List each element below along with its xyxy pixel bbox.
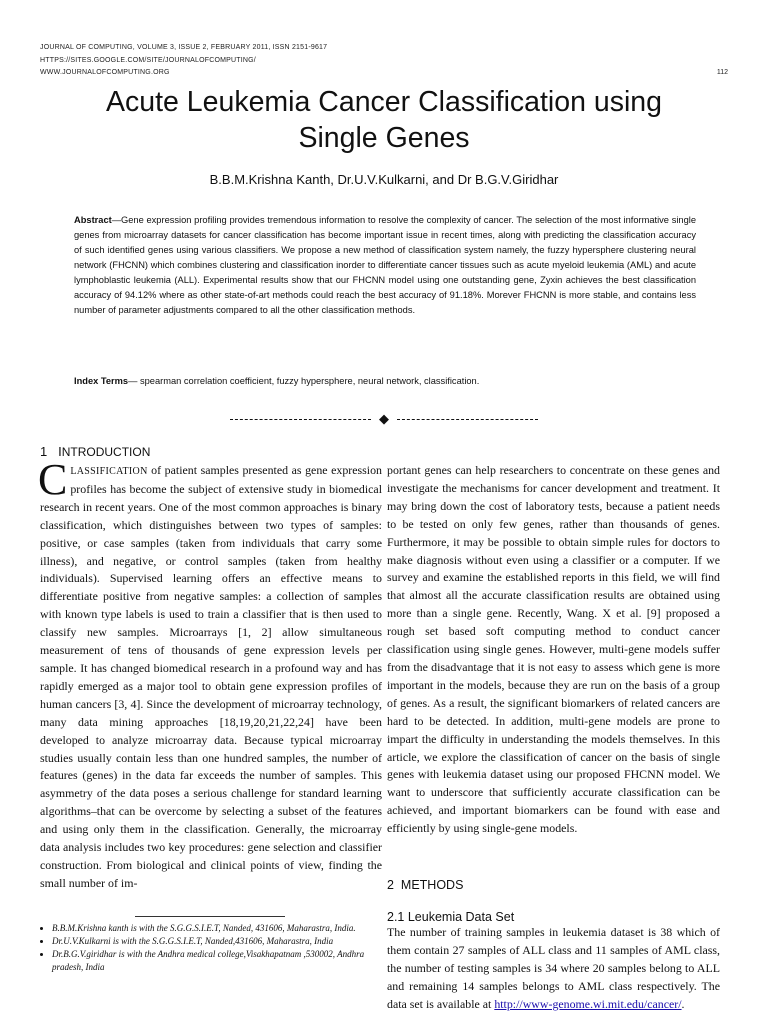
dropcap: C <box>38 455 68 504</box>
section1-initial: I <box>58 444 62 459</box>
journal-header-line1: JOURNAL OF COMPUTING, VOLUME 3, ISSUE 2, FEBRUARY 2011, ISSN 2151-9617 <box>40 44 328 51</box>
page-number: 112 <box>716 69 728 76</box>
author-list: B.B.M.Krishna Kanth, Dr.U.V.Kulkarni, and Dr B.G.V.Giridhar <box>209 172 559 187</box>
intro-lead: LASSIFICATION <box>70 466 148 477</box>
data-set-text-end: . <box>681 996 685 1011</box>
section2-number: 2 <box>387 878 394 892</box>
section2-title: METHODS <box>400 878 464 892</box>
intro-right-column: portant genes can help researchers to concentrate on these genes and investigate the mechanisms for cancer development and treatment. It may bring down the cost of laboratory tests, because a patient needs to be tested on only few genes, rather than thousands of genes. Furthermore, it may be possible to obtain simple rules for doctors to make diagnosis without even using a classifier or a computer. If we survey and examine the established reports in this field, we will find that almost all the accurate classification results are obtained using more than a single gene. Recently, Wang. X et al. [9] proposed a rough set based soft computing method to conduct cancer classification using single genes. However, multi-gene models suffer from the disadvantage that it is not easy to assess which gene is more important in the models, because they are run on the basis of a group of genes. As a result, the significant biomarkers of related cancers are hard to be detected. In addition, multi-gene models are prone to impart the difficulty in understanding the models themselves. In this article, we explore the classification of cancer on the basis of single genes with leukemia dataset using our proposed FHCNN model. We want to underscore that sufficiently accurate classification can be achieved, and important biomarkers can be found with ease and efficiently by using single-gene models. <box>387 463 720 836</box>
section1-number: 1 <box>40 444 48 459</box>
index-terms <box>74 374 696 389</box>
footnote-item: • Dr.B.G.V.giridhar is with the Andhra medical college,Visakhapatnam ,530002, Andhra pradesh, India <box>52 948 382 972</box>
footnote-rule <box>135 916 285 917</box>
section2-heading <box>387 877 463 894</box>
index-terms-label: Index Terms <box>74 376 129 386</box>
author-footnotes <box>40 922 382 974</box>
divider-dash-left <box>230 419 371 420</box>
leukemia-data-set-paragraph <box>387 924 720 1014</box>
journal-header-line2: HTTPS://SITES.GOOGLE.COM/SITE/JOURNALOFCOMPUTING/ <box>40 57 256 64</box>
footnote-item: • B.B.M.Krishna kanth is with the S.G.G.S.I.E.T, Nanded, 431606, Maharastra, India. <box>52 922 382 934</box>
section-divider <box>230 410 538 428</box>
index-terms-text: — spearman correlation coefficient, fuzzy hypersphere, neural network, classification. <box>128 376 480 386</box>
paper-title-line1: Acute Leukemia Cancer Classification using <box>105 86 663 118</box>
intro-left-column <box>38 455 382 893</box>
journal-header-line3: WWW.JOURNALOFCOMPUTING.ORG <box>40 69 170 76</box>
abstract-label: Abstract <box>74 215 112 225</box>
intro-left-text: of patient samples presented as gene expression profiles has become the subject of extensive study in biomedical research in recent years. One of the most common approaches is binary classification, which distinguishes between two types of samples: positive, or case samples (taken from individuals that carry some illness), and negative, or control samples (taken from healthy individuals). Supervised learning offers an effective means to differentiate positive from negative samples: a collection of samples with known type labels is used to train a classifier that is then used to classify new samples. Microarrays [1, 2] allow simultaneous measurement of tens of thousands of gene expression levels per sample. It has changed biomedical research in a profound way and has rapidly emerged as a major tool to obtain gene expression profiles of human cancers [3, 4]. Since the development of microarray technology, many data mining approaches [18,19,20,21,22,24] have been developed to analyze microarray data. Because typical microarray studies usually contain less than one hundred samples, the number of features (genes) in the data far exceeds the number of samples. This asymmetry of the data poses a serious challenge for standard learning algorithms–that can be overcome by selecting a subset of the features and using only them in the classification. Generally, the microarray data analysis includes two key procedures: gene selection and classifier construction. From biological and clinical points of view, finding the small number of im- <box>40 463 382 890</box>
dataset-link[interactable]: http://www-genome.wi.mit.edu/cancer/ <box>494 996 682 1011</box>
paper-title <box>30 84 738 156</box>
data-set-text: The number of training samples in leukemia dataset is 38 which of them contain 27 samples of ALL class and 11 samples of AML class, the number of testing samples is 34 where 20 samples belong to ALL and remaining 14 samples belongs to AML class respectively. The data set is available at <box>387 925 720 1011</box>
footnote-item: • Dr.U.V.Kulkarni is with the S.G.G.S.I.E.T, Nanded,431606, Maharastra, India <box>52 935 382 947</box>
abstract <box>74 213 696 318</box>
diamond-icon: ◆ <box>379 411 389 427</box>
paper-title-line2: Single Genes <box>298 122 470 154</box>
divider-dash-right <box>397 419 538 420</box>
subsection-heading: 2.1 Leukemia Data Set <box>387 910 515 924</box>
section1-title: NTRODUCTION <box>61 445 151 459</box>
abstract-text: —Gene expression profiling provides tremendous information to resolve the complexity of cancer. The selection of the most informative single genes from microarray datasets for cancer classification has become important issue in recent times, along with predicting the classification accuracy of such identified genes using various classifiers. We propose a new method of classification system namely, the fuzzy hypersphere clustering neural network (FHCNN) which combines clustering and classification inorder to differentiate cancer tissues such as acute myeloid leukemia (AML) and acute lymphoblastic leukemia (ALL). Experimental results show that our FHCNN model using one outstanding gene, Zyxin achieves the best classification accuracy of 94.12% where as other state-of-art methods could reach the best accuracy of 91.18%. Morever FHCNN is more stable, and contains less number of parameter adjustments compared to all the other classification methods. <box>74 215 696 315</box>
